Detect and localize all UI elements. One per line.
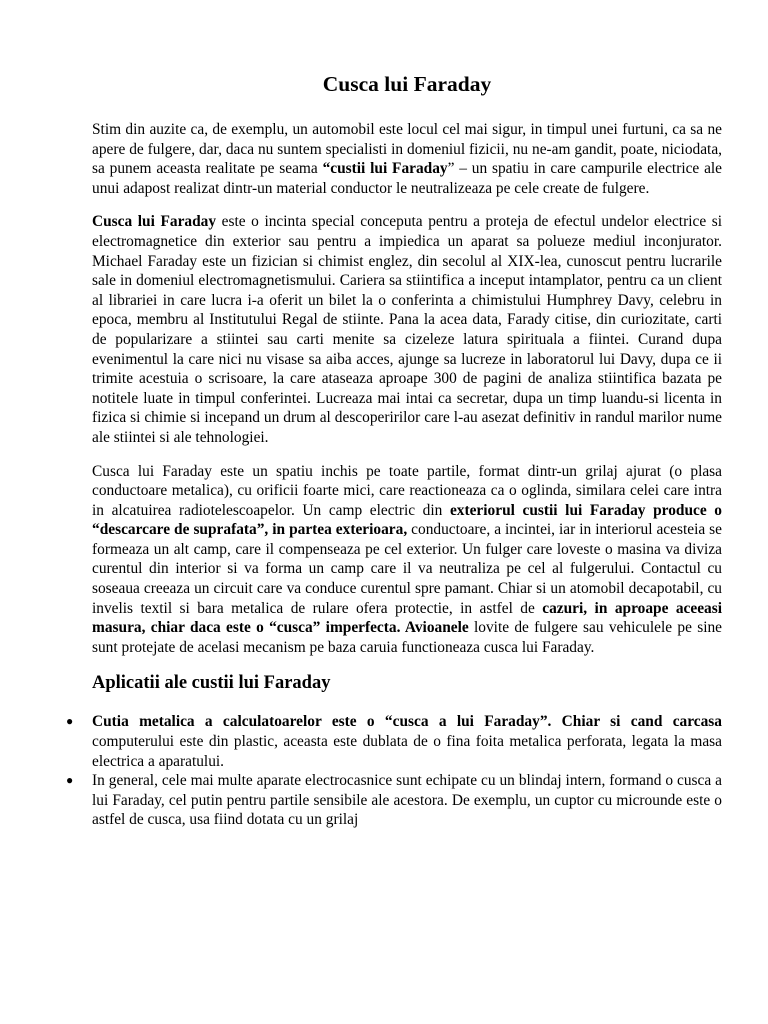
bold-run: “custii lui Faraday xyxy=(322,160,448,178)
text-run: este o incinta special conceputa pentru a proteja de efectul undelor electrice si electromagnetice din exterior sau pentru a impiedica un aparat sa polueze mediul inconjurator. Michael Faraday este un fizician si chimist englez, din secolul al XIX-lea, cunoscut pentru lucrarile sale in domeniul electromagnetismului. Cariera sa stiintifica a inceput intamplator, pentru ca un client al librariei in care lucra i-a oferit un bilet la o conferinta a chimistului Humphrey Davy, celebru in epoca, membru al Institutului Regal de stiinte. Pana la acea data, Farady citise, din curiozitate, carti de popularizare a stiintei sau carti menite sa cizeleze latura spirituala a fiintei. Curand dupa evenimentul la care nici nu visase sa aiba acces, ajunge sa lucreze in laboratorul lui Davy, dupa ce ii trimite acestuia o scrisoare, la care ataseaza aproape 300 de pagini de analiza stiintifica bazata pe notitele luate in timpul conferintei. Lucreaza mai intai ca secretar, dupa un timp luandu-si licenta in fizica si chimie si incepand un drum al descoperirilor care l-au asezat definitiv in randul marilor nume ale stiintei si ale tehnologiei. xyxy=(92,213,722,446)
page-title: Cusca lui Faraday xyxy=(322,72,492,96)
text-run: ” – un spatiu in care campurile electrice ale unui adapost realizat dintr-un material conductor le neutralizeaza pe cele create de fulgere. xyxy=(92,160,723,197)
document-page xyxy=(66,70,723,830)
paragraph-intro xyxy=(92,120,722,198)
bold-run: cazuri, in aproape aceeasi masura, chiar daca este o “cusca” imperfecta. Avioanele xyxy=(92,599,722,637)
section-heading: Aplicatii ale custii lui Faraday xyxy=(92,673,331,694)
text-run: Stim din auzite ca, de exemplu, un automobil este locul cel mai sigur, in timpul unei furtuni, ca sa ne apere de fulgere, dar, daca nu suntem specialisti in domeniul fizicii, nu ne-am gandit, poate, niciodata, sa punem aceasta realitate pe seama xyxy=(92,121,722,178)
bold-run: Cusca lui Faraday xyxy=(92,213,217,231)
text-run: In general, cele mai multe aparate electrocasnice sunt echipate cu un blindaj intern, formand o cusca a lui Faraday, cel putin pentru partile sensibile ale acestora. De exemplu, un cuptor cu microunde este o astfel de cusca, usa fiind dotata cu un grilaj xyxy=(92,772,722,829)
list-item xyxy=(66,712,722,771)
paragraph-description xyxy=(92,462,722,658)
list-item xyxy=(66,771,722,830)
text-run: conductoare, a incintei, iar in interiorul acesteia se formeaza un alt camp, care il compenseaza pe cel exterior. Un fulger care loveste o masina va diviza curentul din interior si va forma un camp care il va neutraliza pe cel al fulgerului. Contactul cu soseaua creeaza un circuit care va conduce curentul spre pamant. Chiar si un atomobil decapotabil, cu invelis textil si bara metalica de rulare ofera protectie, in astfel de xyxy=(92,521,722,617)
bold-run: Cutia metalica a calculatoarelor este o “cusca a lui Faraday”. Chiar si cand carcasa xyxy=(92,713,722,731)
paragraph-definition xyxy=(92,212,722,447)
bold-run: exteriorul custii lui Faraday produce o “descarcare de suprafata”, in partea exterioara, xyxy=(92,501,722,539)
applications-list xyxy=(66,712,722,830)
bullet-icon: ● xyxy=(66,714,74,729)
text-run: Cusca lui Faraday este un spatiu inchis pe toate partile, format dintr-un grilaj ajurat (o plasa conductoare metalica), cu orificii foarte mici, care reactioneaza ca o oglinda, similara celei care intra in alcatuirea radiotelescoapelor. Un camp electric din xyxy=(92,462,722,519)
bullet-icon: ● xyxy=(66,773,74,788)
text-run: lovite de fulgere sau vehiculele pe sine sunt protejate de acelasi mecanism pe baza caruia functioneaza cusca lui Faraday. xyxy=(92,619,722,656)
text-run: computerului este din plastic, aceasta este dublata de o fina foita metalica perforata, legata la masa electrica a aparatului. xyxy=(92,733,722,770)
